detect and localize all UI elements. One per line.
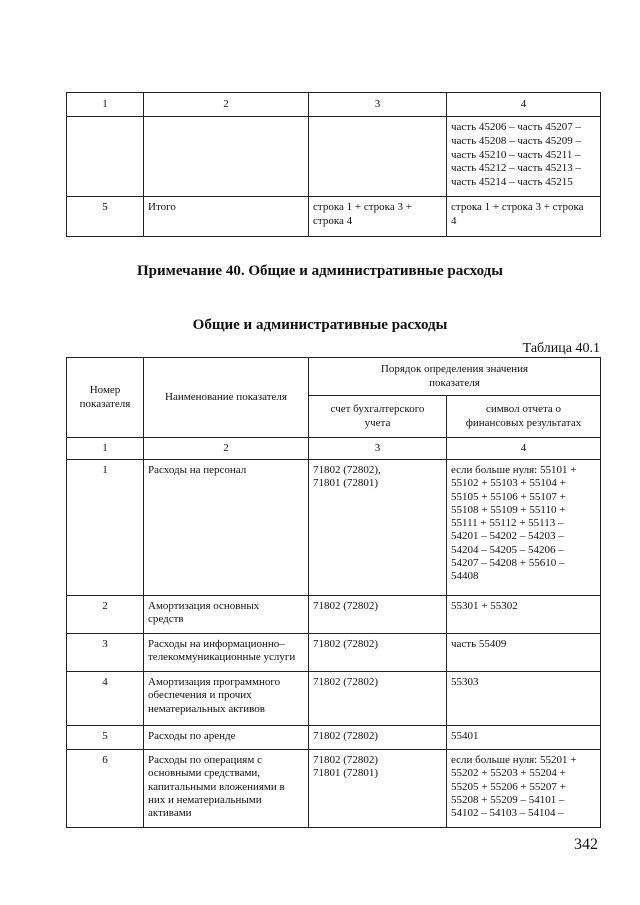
header-indicator-name: Наименование показателя [144,358,309,438]
account-cell [309,634,447,672]
table-row [67,596,601,634]
page-number: 342 [574,836,598,853]
row-number-cell: 1 [67,460,144,596]
cell-line: 55102 + 55103 + 55104 + [451,477,566,490]
row-number-cell: 4 [67,672,144,726]
cell-line: строка 1 + строка 3 + строка [451,201,584,213]
column-number: 4 [447,93,601,117]
row-number-cell: 3 [67,634,144,672]
cell-line: часть 45214 – часть 45215 [451,176,573,189]
header-account [309,396,447,438]
account-cell [309,197,447,237]
note-heading: Примечание 40. Общие и административные расходы [137,263,503,279]
indicator-name-cell [144,726,309,750]
cell-line: 54207 – 54208 + 55610 – [451,557,565,570]
header-report-symbol [447,396,601,438]
cell-line: 71801 (72801) [313,767,379,780]
expenses-table [66,357,601,828]
cell-line: 71802 (72802), [313,464,381,476]
cell-line: если больше нуля: 55101 + [451,464,577,476]
header-procedure [309,358,601,396]
indicator-name-cell [144,596,309,634]
column-number-row [67,438,601,460]
account-cell [309,460,447,596]
cell-line: 54102 – 54103 – 54104 – [451,807,564,820]
cell-line: 54201 – 54202 – 54203 – [451,530,564,543]
header-line: учета [364,416,391,429]
cell-line: телекоммуникационные услуги [148,651,296,664]
header-line: символ отчета о [485,403,562,416]
row-number-cell [67,117,144,197]
account-cell [309,117,447,197]
cell-line: 55111 + 55112 + 55113 – [451,517,564,530]
cell-line: 55205 + 55206 + 55207 + [451,780,566,793]
row-number-cell: 6 [67,750,144,828]
cell-line: 71802 (72802) [313,730,379,742]
cell-line: строка 4 [313,214,353,227]
account-cell [309,672,447,726]
report-symbol-cell [447,596,601,634]
table-label: Таблица 40.1 [522,341,600,356]
header-line: показателя [429,376,480,389]
account-cell [309,726,447,750]
cell-line: 4 [451,214,457,227]
row-number-cell: 5 [67,726,144,750]
table-row [67,634,601,672]
header-line: Номер [89,384,121,397]
continued-table [66,92,601,237]
cell-line: активами [148,807,192,820]
column-number: 3 [309,438,447,460]
header-line: счет бухгалтерского [330,403,425,416]
cell-line: 54408 [451,570,479,583]
table-heading: Общие и административные расходы [192,317,448,333]
cell-line: часть 45212 – часть 45213 – [451,162,581,175]
header-line: показателя [79,397,131,410]
cell-line: часть 45210 – часть 45211 – [451,148,581,161]
cell-line: 71802 (72802) [313,638,379,650]
cell-line: 55401 [451,730,479,742]
report-symbol-cell [447,750,601,828]
header-line: Порядок определения значения [380,363,529,376]
cell-line: Амортизация основных [148,600,260,612]
cell-line: 55208 + 55209 – 54101 – [451,793,565,806]
report-symbol-cell [447,460,601,596]
cell-line: 71802 (72802) [313,676,379,688]
cell-line: часть 45206 – часть 45207 – [451,121,581,133]
column-number: 4 [447,438,601,460]
cell-line: средств [148,613,184,626]
header-row [67,358,601,396]
cell-line: 55301 + 55302 [451,600,518,612]
column-number-row [67,93,601,117]
indicator-name-cell [144,634,309,672]
indicator-name-cell [144,672,309,726]
cell-line: 71801 (72801) [313,477,379,490]
table-row [67,672,601,726]
cell-line: 71802 (72802) [313,600,379,612]
cell-line: часть 45208 – часть 45209 – [451,134,581,147]
column-number: 2 [144,93,309,117]
row-number-cell: 5 [67,197,144,237]
cell-line: Расходы по аренде [148,730,236,742]
row-number-cell: 2 [67,596,144,634]
cell-line: если больше нуля: 55201 + [451,754,577,766]
table-row [67,460,601,596]
column-number: 3 [309,93,447,117]
indicator-name-cell: Итого [144,197,309,237]
report-symbol-cell [447,672,601,726]
cell-line: строка 1 + строка 3 + [313,201,412,213]
indicator-name-cell [144,750,309,828]
column-number: 2 [144,438,309,460]
formula-cell [447,117,601,197]
cell-line: 55105 + 55106 + 55107 + [451,490,566,503]
cell-line: Амортизация программного [148,676,281,688]
table-row [67,750,601,828]
cell-line: Расходы на персонал [148,464,247,476]
cell-line: основными средствами, [148,767,261,780]
cell-line: 55202 + 55203 + 55204 + [451,767,566,780]
header-line: финансовых результатах [465,416,582,429]
cell-line: часть 55409 [451,638,507,650]
cell-line: Расходы на информационно– [148,638,285,650]
indicator-name-cell [144,460,309,596]
report-symbol-cell [447,726,601,750]
account-cell [309,750,447,828]
cell-line: 55108 + 55109 + 55110 + [451,503,566,516]
column-number: 1 [67,93,144,117]
cell-line: них и нематериальными [148,793,262,806]
account-cell [309,596,447,634]
cell-line: капитальными вложениями в [148,780,285,793]
cell-line: 71802 (72802) [313,754,379,766]
cell-line: Расходы по операциям с [148,754,262,766]
header-indicator-number [67,358,144,438]
table-row [67,726,601,750]
table-row [67,117,601,197]
cell-line: обеспечения и прочих [148,689,252,702]
column-number: 1 [67,438,144,460]
indicator-name-cell [144,117,309,197]
report-symbol-cell [447,634,601,672]
table-row [67,197,601,237]
cell-line: нематериальных активов [148,702,265,715]
formula-cell [447,197,601,237]
cell-line: 55303 [451,676,479,688]
cell-line: 54204 – 54205 – 54206 – [451,543,564,556]
